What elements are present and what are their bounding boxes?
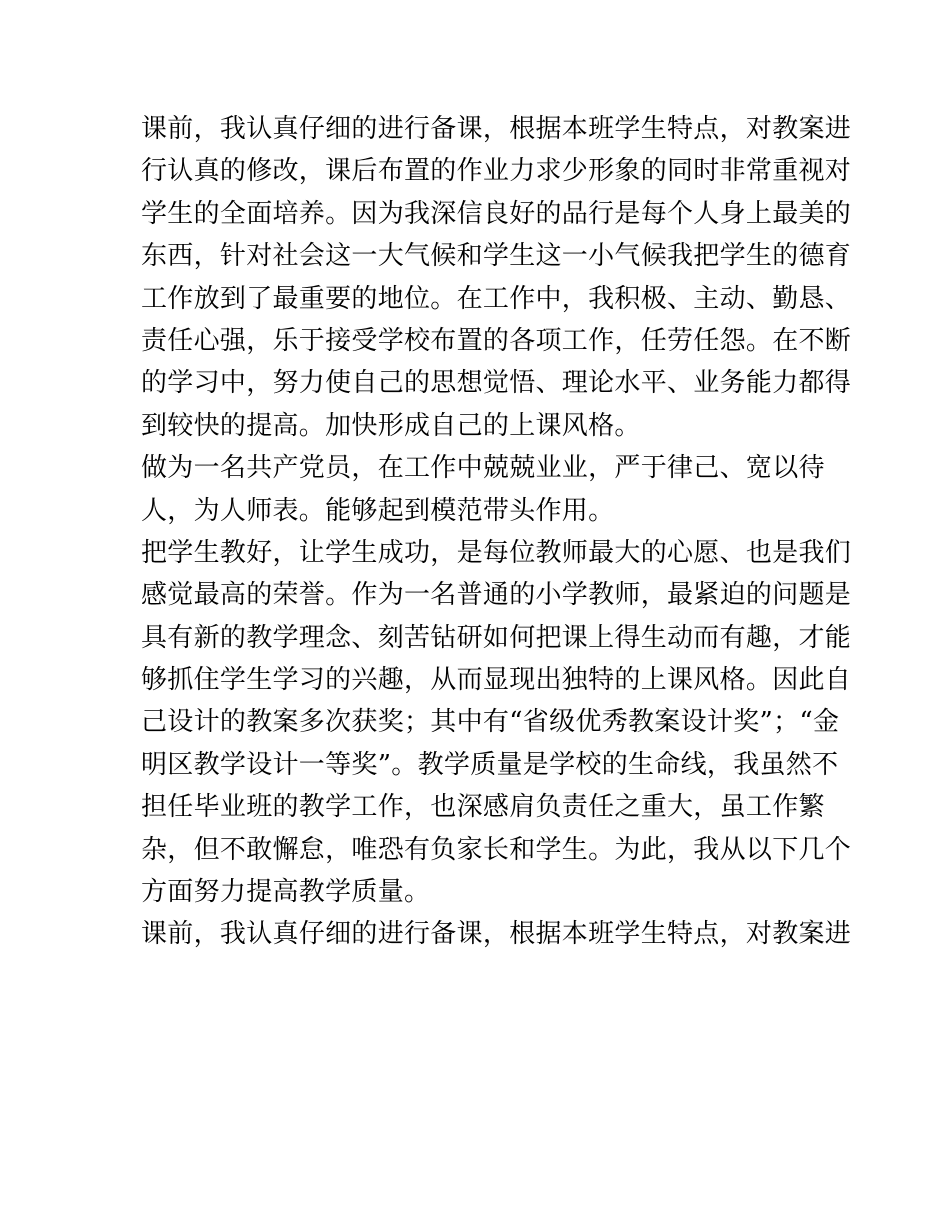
text-line: 的学习中，努力使自己的思想觉悟、理论水平、业务能力都得	[141, 368, 852, 399]
text-line: 感觉最高的荣誉。作为一名普通的小学教师，最紧迫的问题是	[141, 580, 852, 611]
text-line: 行认真的修改，课后布置的作业力求少形象的同时非常重视对	[141, 156, 852, 187]
text-line: 己设计的教案多次获奖；其中有“省级优秀教案设计奖”；“金	[141, 707, 840, 738]
text-line: 具有新的教学理念、刻苦钻研如何把课上得生动而有趣，才能	[141, 622, 852, 653]
text-line: 到较快的提高。加快形成自己的上课风格。	[141, 410, 641, 441]
text-line: 把学生教好，让学生成功，是每位教师最大的心愿、也是我们	[141, 537, 852, 568]
text-line: 担任毕业班的教学工作，也深感肩负责任之重大，虽工作繁	[141, 792, 825, 823]
text-line: 人，为人师表。能够起到模范带头作用。	[141, 495, 615, 526]
text-line: 责任心强，乐于接受学校布置的各项工作，任劳任怨。在不断	[141, 325, 852, 356]
text-line: 课前，我认真仔细的进行备课，根据本班学生特点，对教案进	[141, 919, 852, 950]
text-line: 东西，针对社会这一大气候和学生这一小气候我把学生的德育	[141, 241, 852, 272]
paragraph-4	[141, 913, 852, 955]
text-line: 明区教学设计一等奖”。教学质量是学校的生命线，我虽然不	[141, 749, 839, 780]
paragraph-2	[141, 447, 825, 532]
paragraph-3	[141, 532, 852, 914]
text-line: 杂，但不敢懈怠，唯恐有负家长和学生。为此，我从以下几个	[141, 834, 852, 865]
document-body	[141, 108, 852, 956]
text-line: 学生的全面培养。因为我深信良好的品行是每个人身上最美的	[141, 198, 852, 229]
text-line: 课前，我认真仔细的进行备课，根据本班学生特点，对教案进	[141, 114, 852, 144]
paragraph-1	[141, 108, 852, 447]
text-line: 方面努力提高教学质量。	[141, 877, 431, 908]
text-line: 工作放到了最重要的地位。在工作中，我积极、主动、勤恳、	[141, 283, 852, 314]
text-line: 够抓住学生学习的兴趣，从而显现出独特的上课风格。因此自	[141, 665, 852, 696]
text-line: 做为一名共产党员，在工作中兢兢业业，严于律己、宽以待	[141, 453, 825, 484]
